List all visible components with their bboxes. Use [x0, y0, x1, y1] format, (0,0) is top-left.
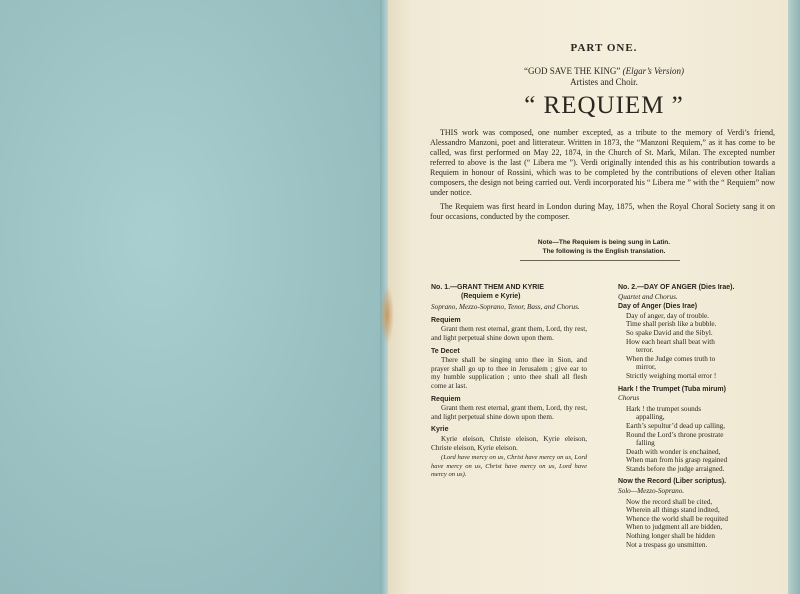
verse-line: Earth’s sepultur’d dead up calling,	[626, 421, 726, 430]
verse-line: Wherein all things stand indited,	[626, 506, 720, 515]
verse-line: Death with wonder is enchained,	[626, 447, 721, 456]
requiem-2-heading: Requiem	[431, 395, 461, 403]
part-heading: PART ONE.	[570, 42, 638, 54]
verse-line: When to judgment all are bidden,	[626, 523, 723, 532]
requiem-heading: Requiem	[431, 316, 461, 324]
verse-line: How each heart shall beat with	[626, 337, 715, 346]
kyrie-translation: (Lord have mercy on us, Christ have mercy on us, Lord have mercy on us, Christ have mercy on us, Lord have mercy on us).	[431, 454, 587, 479]
verse-line: Nothing longer shall be hidden	[626, 532, 716, 541]
verse-line: When man from his grasp regained	[626, 456, 728, 465]
left-column	[431, 284, 587, 480]
kyrie-heading: Kyrie	[431, 426, 449, 434]
verse-line: Stands before the judge arraigned.	[626, 464, 725, 473]
verse-line: Hark ! the trumpet sounds	[626, 404, 702, 413]
note-line-2: The following is the English translation.	[542, 248, 666, 255]
tuba-mirum-voices: Chorus	[618, 394, 640, 403]
note-line-1: Note—The Requiem is being sung in Latin.	[537, 239, 671, 246]
verse-line: So spake David and the Sibyl.	[626, 328, 713, 337]
requiem-2-text: Grant them rest eternal, grant them, Lord, thy rest, and light perpetual shine down upon them.	[431, 404, 587, 421]
intro-paragraph-1: THIS work was composed, one number excepted, as a tribute to the memory of Verdi’s friend, Alessandro Manzoni, poet and litterateur. Written in 1873, the “Manzoni Requiem,” as it has come to be called, was first performed on May 22, 1874, in the Church of St. Mark, Milan. The excepted number referred to above is the last (“ Libera me ”). Verdi originally intended this as his contribution towards a Requiem in honour of Rossini, which was to be completed by the contributions of eleven other Italian composers, the design not being carried out. Verdi incorporated his “ Libera me ” with the “ Requiem” now under notice.	[430, 128, 775, 197]
verse-line: Round the Lord’s throne prostrate	[626, 430, 724, 439]
verse-line: Not a trespass go unsmitten.	[626, 540, 708, 549]
verse-line: terror.	[636, 346, 654, 355]
no2-title: No. 2.—DAY OF ANGER (Dies Irae).	[618, 284, 735, 291]
verse-line: Time shall perish like a bubble.	[626, 320, 717, 329]
no1-subtitle: (Requiem e Kyrie)	[461, 292, 521, 300]
blue-cover-page	[0, 0, 386, 594]
no1-title: No. 1.—GRANT THEM AND KYRIE	[431, 284, 544, 291]
verse-line: mirror,	[636, 363, 656, 372]
verse-line: Whence the world shall be requited	[626, 514, 728, 523]
paper-stain	[380, 285, 394, 345]
verse-line: When the Judge comes truth to	[626, 354, 716, 363]
verse-line: Strictly weighing mortal error !	[626, 371, 717, 380]
requiem-title: “ REQUIEM ”	[524, 92, 684, 119]
dies-irae-heading: Day of Anger (Dies Irae)	[618, 303, 698, 311]
requiem-text: Grant them rest eternal, grant them, Lord, thy rest, and light perpetual shine down upon them.	[431, 325, 587, 342]
intro-paragraph-2: The Requiem was first heard in London during May, 1875, when the Royal Choral Society sang it on four occasions, conducted by the composer.	[430, 202, 775, 221]
divider-rule	[520, 260, 680, 261]
no2-voices: Quartet and Chorus.	[618, 292, 678, 301]
liber-scriptus-voices: Solo—Mezzo-Soprano.	[618, 487, 685, 496]
tuba-mirum-verse	[618, 405, 774, 474]
verse-line: appalling,	[636, 413, 665, 422]
kyrie-text: Kyrie eleison, Christe eleison, Kyrie eleison, Christe eleison, Kyrie eleison.	[431, 434, 587, 452]
right-column	[618, 284, 774, 549]
dies-irae-verse	[618, 312, 774, 381]
liber-scriptus-verse	[618, 498, 774, 550]
intro-text	[430, 128, 775, 222]
liber-scriptus-heading: Now the Record (Liber scriptus).	[618, 478, 727, 486]
no1-voices: Soprano, Mezzo-Soprano, Tenor, Bass, and Chorus.	[431, 303, 580, 312]
anthem-line	[388, 66, 800, 76]
performers-line: Artistes and Choir.	[570, 77, 638, 87]
tuba-mirum-heading: Hark ! the Trumpet (Tuba mirum)	[618, 385, 726, 393]
verse-line: Now the record shall be cited,	[626, 497, 713, 506]
latin-note	[388, 238, 800, 256]
verse-line: falling	[636, 439, 655, 448]
page-edge	[788, 0, 800, 594]
anthem-title: “GOD SAVE THE KING”	[523, 66, 621, 76]
te-decet-heading: Te Decet	[431, 347, 460, 355]
te-decet-text: There shall be singing unto thee in Sion, and prayer shall go up to thee in Jerusalem ; give ear to my humble supplication ; unto thee shall all flesh come at last.	[431, 356, 587, 390]
anthem-note: (Elgar’s Version)	[622, 66, 685, 76]
verse-line: Day of anger, day of trouble.	[626, 311, 709, 320]
